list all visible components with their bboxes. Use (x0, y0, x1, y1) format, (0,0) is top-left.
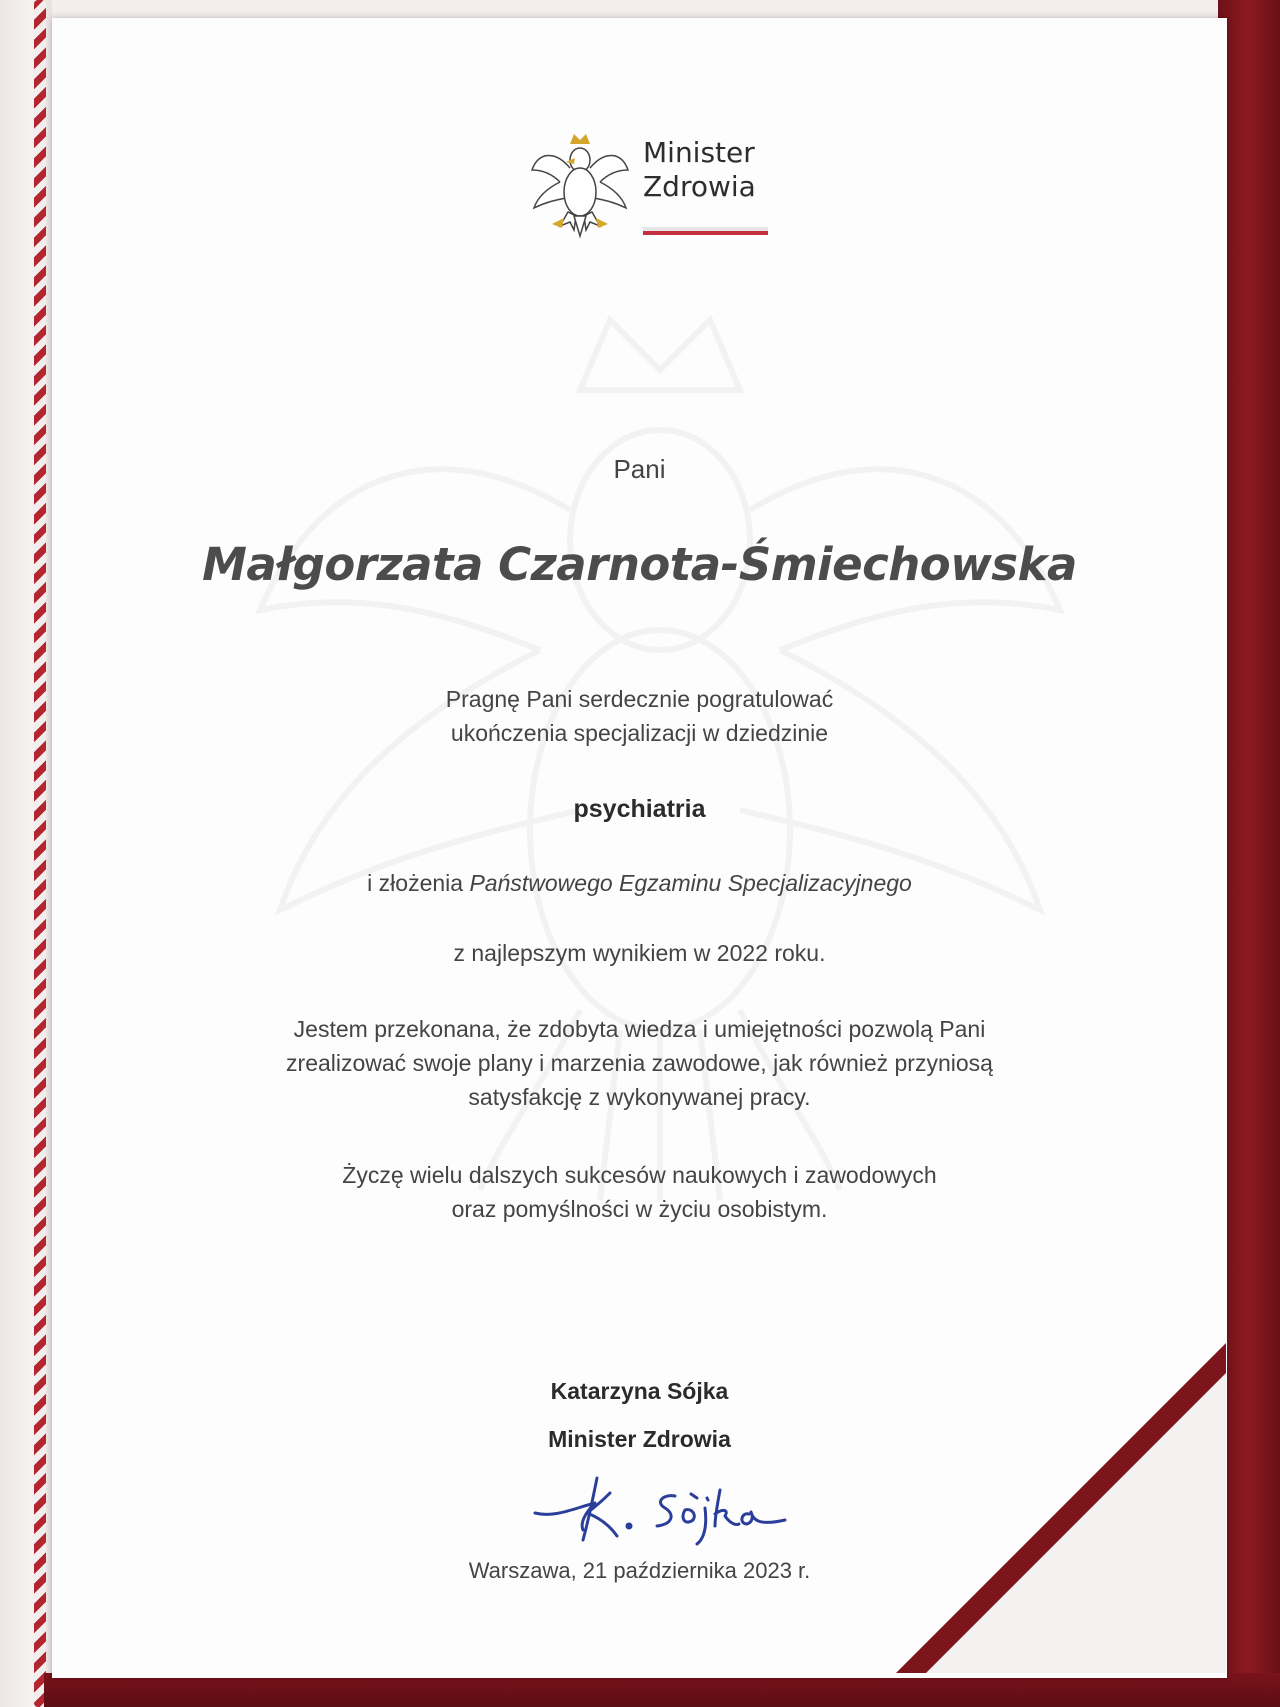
signer-title: Minister Zdrowia (548, 1426, 731, 1452)
flag-stripe-red (643, 231, 768, 235)
logo-line-1: Minister (643, 136, 755, 169)
wish-line-1: Jestem przekonana, że zdobyta wiedza i umiejętności pozwolą Pani (293, 1016, 986, 1042)
result-line: z najlepszym wynikiem w 2022 roku. (453, 940, 826, 966)
closing-paragraph (52, 1158, 1227, 1226)
logo-line-2: Zdrowia (643, 170, 756, 203)
closing-line-2: oraz pomyślności w życiu osobistym. (451, 1196, 828, 1222)
handwritten-signature (525, 1468, 795, 1548)
salutation: Pani (613, 454, 666, 484)
folder-right-cover (1218, 0, 1280, 1707)
exam-line (52, 870, 1227, 897)
folder-bottom-edge (44, 1673, 1280, 1707)
wish-line-2: zrealizować swoje plany i marzenia zawodowe, jak również przyniosą (286, 1050, 993, 1076)
ministry-logo (530, 130, 780, 245)
specialty: psychiatria (573, 795, 706, 823)
closing-line-1: Życzę wielu dalszych sukcesów naukowych i zawodowych (342, 1162, 937, 1188)
recipient-name: Małgorzata Czarnota-Śmiechowska (202, 538, 1077, 591)
wishes-paragraph (52, 1012, 1227, 1114)
decorative-cord (34, 0, 46, 1707)
eagle-emblem-icon (530, 130, 630, 240)
congratulation-paragraph (52, 682, 1227, 750)
ministry-logo-text (643, 136, 756, 204)
exam-prefix: i złożenia (367, 870, 464, 896)
folder-corner-pocket-inner (926, 1373, 1226, 1673)
congrats-line-1: Pragnę Pani serdecznie pogratulować (445, 686, 834, 712)
signer-name: Katarzyna Sójka (550, 1378, 729, 1404)
wish-line-3: satysfakcję z wykonywanej pracy. (468, 1084, 811, 1110)
place-and-date: Warszawa, 21 października 2023 r. (468, 1558, 811, 1583)
exam-name: Państwowego Egzaminu Specjalizacyjnego (469, 870, 912, 896)
congrats-line-2: ukończenia specjalizacji w dziedzinie (450, 720, 829, 746)
